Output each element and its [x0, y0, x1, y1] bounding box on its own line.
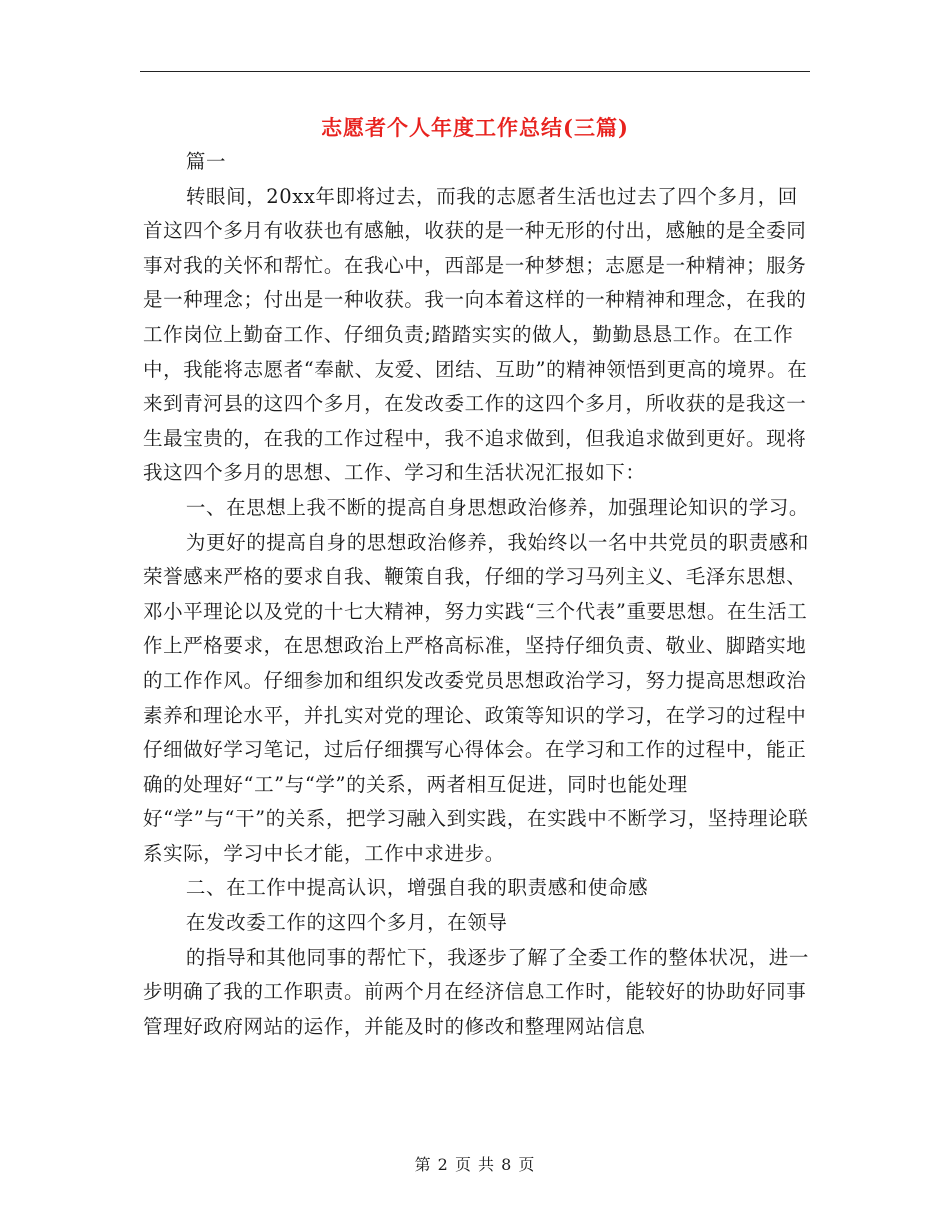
paragraph: 在发改委工作的这四个多月，在领导	[185, 911, 508, 935]
paragraph: 二、在工作中提高认识，增强自我的职责感和使命感	[185, 876, 649, 900]
paragraph: 转眼间，20xx年即将过去，而我的志愿者生活也过去了四个多月，回首这四个多月有收获也有感触，收获的是一种无形的付出，感触的是全委同事对我的关怀和帮忙。在我心中，西部是一种梦想；志愿是一种精神；服务是一种理念；付出是一种收获。我一向本着这样的一种精神和理念，在我的工作岗位上勤奋工作、仔细负责;踏踏实实的做人，勤勤恳恳工作。在工作中，我能将志愿者“奉献、友爱、团结、互助”的精神领悟到更高的境界。在来到青河县的这四个多月，在发改委工作的这四个多月，所收获的是我这一生最宝贵的，在我的工作过程中，我不追求做到，但我追求做到更好。现将我这四个多月的思想、工作、学习和生活状况汇报如下：	[143, 184, 808, 485]
paragraph: 的指导和其他同事的帮忙下，我逐步了解了全委工作的整体状况，进一步明确了我的工作职责。前两个月在经济信息工作时，能较好的协助好同事管理好政府网站的运作，并能及时的修改和整理网站信息	[143, 945, 809, 1038]
page-number: 第 2 页 共 8 页	[414, 1155, 536, 1174]
paragraph: 为更好的提高自身的思想政治修养，我始终以一名中共党员的职责感和荣誉感来严格的要求自我、鞭策自我，仔细的学习马列主义、毛泽东思想、邓小平理论以及党的十七大精神，努力实践“三个代表”重要思想。在生活工作上严格要求，在思想政治上严格高标准，坚持仔细负责、敬业、脚踏实地的工作作风。仔细参加和组织发改委党员思想政治学习，努力提高思想政治素养和理论水平，并扎实对党的理论、政策等知识的学习，在学习的过程中仔细做好学习笔记，过后仔细撰写心得体会。在学习和工作的过程中，能正确的处理好“工”与“学”的关系，两者相互促进，同时也能处理好“学”与“干”的关系，把学习融入到实践，在实践中不断学习，坚持理论联系实际，学习中长才能，工作中求进步。	[143, 530, 809, 865]
paragraph: 篇一	[185, 150, 227, 173]
header-rule	[140, 71, 810, 72]
document-body	[143, 145, 815, 1044]
paragraph: 一、在思想上我不断的提高自身思想政治修养，加强理论知识的学习。	[185, 495, 809, 519]
document-title: 志愿者个人年度工作总结(三篇)	[321, 115, 629, 140]
